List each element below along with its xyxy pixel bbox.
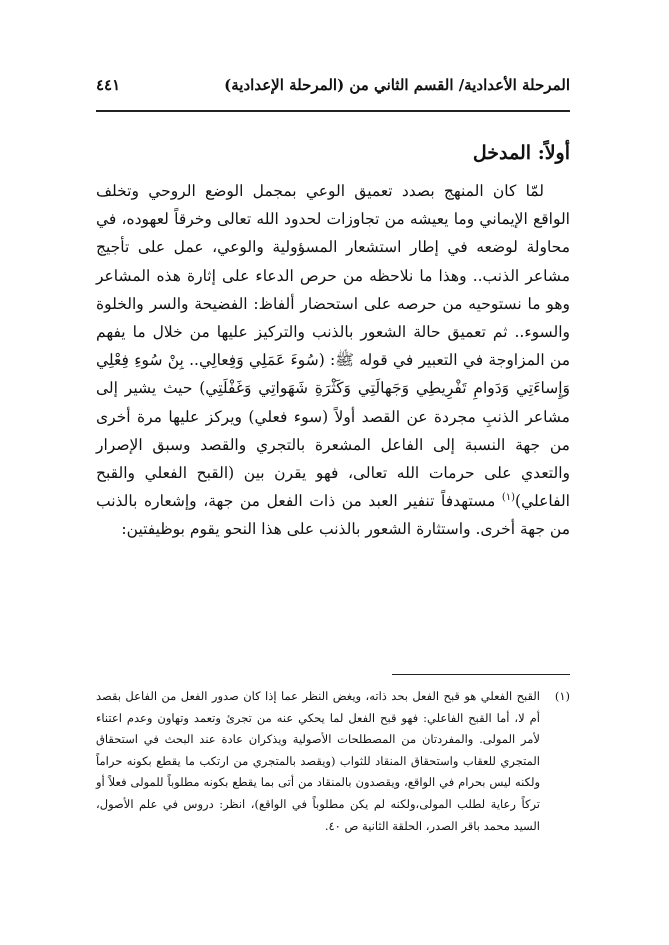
footnote-reference[interactable]: (١)	[501, 492, 516, 504]
header-divider	[96, 110, 570, 112]
paragraph-text-start: لمّا كان المنهج بصدد تعميق الوعي بمجمل الوضع الروحي وتخلف الواقع الإيماني وما يعيشه من تجاوزات لحدود الله تعالى وخرقاً لعهوده، في محاولة لوضعه في إطار استشعار المسؤولية والوعي، عمل على تأجيج مشاعر الذنب.. وهذا ما نلاحظه من حرص الدعاء على إثارة هذه المشاعر وهو ما نستوحيه من حرصه على استحضار ألفاظ: الفضيحة والسر والخلوة والسوء.. ثم تعميق حالة الشعور بالذنب والتركيز عليها من خلال ما يفهم من المزاوجة في التعبير في قوله ﷺ: (سُوءَ عَمَلِي وَفِعالِي.. بِنْ سُوءِ فِعْلِي وَإِساءَتِي وَدَوامِ تَفْرِيطِي وَجَهالَتِي وَكَثْرَةِ شَهَواتِي وَغَفْلَتِي) حيث يشير إلى مشاعر الذنبِ مجردة عن القصد أولاً (سوء فعلي) ويركز عليها مرة أخرى من جهة النسبة إلى الفاعل المشعرة بالتجري والقصد وسبق الإصرار والتعدي على حرمات الله تعالى، فهو يقرن بين (القبح الفعلي والقبح الفاعلي)	[96, 182, 570, 511]
footnote-marker: (١)	[554, 689, 570, 703]
header-title: المرحلة الأعدادية/ القسم الثاني من (المرحلة الإعدادية)	[224, 76, 570, 94]
running-header	[96, 72, 570, 102]
footnote-text: القبح الفعلي هو قبح الفعل بحد ذاته، ويغض النظر عما إذا كان صدور الفعل من الفاعل بقصد أم لا، أما القبح الفاعلي: فهو قبح الفعل لما يحكي عنه من تجرئ وتعمد وتهاون وعدم اعتناء لأمر المولى. والمفردتان من المصطلحات الأصولية ويذكران عادة عند البحث في استحقاق المتجري للعقاب واستحقاق المنقاد للثواب (ويقصد بالمتجري من ارتكب ما يقطع بكونه حراماً ولكنه ليس بحرام في الواقع، ويقصدون بالمنقاد من أتى بما يقطع بكونه مطلوباً للمولى فعلاً أو تركاً رعاية لطلب المولى،ولكنه لم يكن مطلوباً في الواقع)، انظر: دروس في علم الأصول، السيد محمد باقر الصدر، الحلقة الثانية ص ٤٠.	[96, 689, 540, 833]
paragraph-text-end: مستهدفاً تنفير العبد من ذات الفعل من جهة، وإشعاره بالذنب من جهة أخرى. واستثارة الشعور بالذنب على هذا النحو يقوم بوظيفتين:	[96, 492, 570, 539]
body-text	[96, 177, 570, 544]
footnote	[96, 686, 570, 837]
section-heading: أولاً: المدخل	[472, 142, 570, 164]
footnote-divider	[392, 674, 570, 675]
body-paragraph	[96, 177, 570, 544]
page-number: ٤٤١	[96, 76, 121, 94]
